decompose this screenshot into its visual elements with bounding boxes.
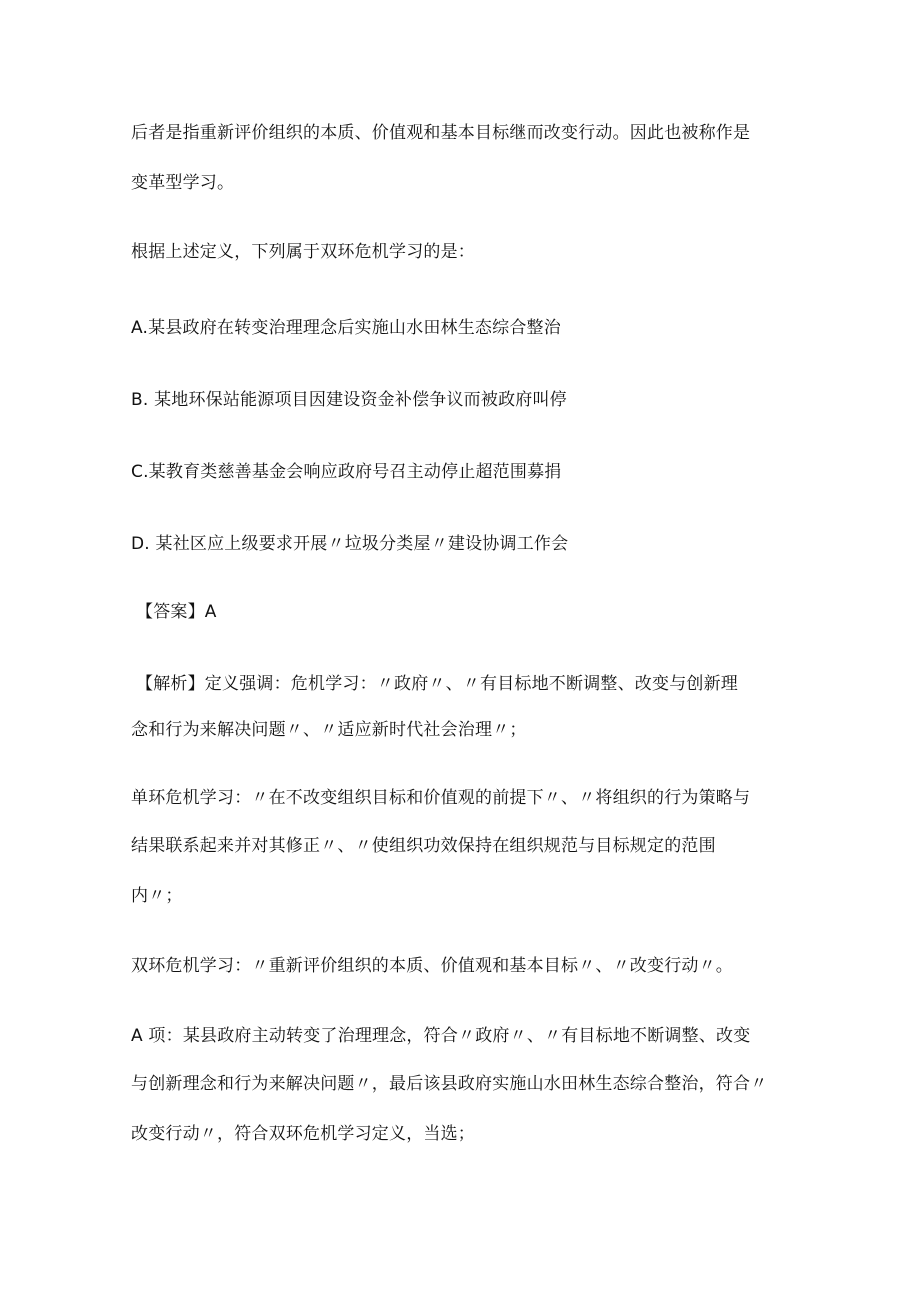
- analysis-line-2: 念和行为来解决问题〃、〃适应新时代社会治理〃；: [131, 720, 527, 740]
- analysis-line-1: 【解析】定义强调：危机学习：〃政府〃、〃有目标地不断调整、改变与创新理: [136, 674, 738, 694]
- intro-line-2: 变革型学习。: [131, 173, 235, 193]
- single-loop-line-2: 结果联系起来并对其修正〃、〃使组织功效保持在组织规范与目标规定的范围: [131, 836, 716, 856]
- option-c: C.某教育类慈善基金会响应政府号召主动停止超范围募捐: [131, 462, 562, 482]
- single-loop-line-1: 单环危机学习：〃在不改变组织目标和价值观的前提下〃、〃将组织的行为策略与: [131, 788, 751, 808]
- single-loop-line-3: 内〃；: [131, 886, 183, 906]
- intro-line-1: 后者是指重新评价组织的本质、价值观和基本目标继而改变行动。因此也被称作是: [131, 123, 751, 143]
- item-a-line-3: 改变行动〃，符合双环危机学习定义，当选；: [131, 1124, 475, 1144]
- option-d: D. 某社区应上级要求开展〃垃圾分类屋〃建设协调工作会: [131, 534, 569, 554]
- option-b: B. 某地环保站能源项目因建设资金补偿争议而被政府叫停: [131, 390, 567, 410]
- question-text: 根据上述定义，下列属于双环危机学习的是：: [131, 242, 475, 262]
- option-a: A.某县政府在转变治理理念后实施山水田林生态综合整治: [131, 318, 561, 338]
- item-a-line-1: A 项：某县政府主动转变了治理理念，符合〃政府〃、〃有目标地不断调整、改变: [131, 1026, 751, 1046]
- double-loop-line: 双环危机学习：〃重新评价组织的本质、价值观和基本目标〃、〃改变行动〃。: [131, 956, 733, 976]
- answer-label: 【答案】A: [136, 602, 217, 622]
- item-a-line-2: 与创新理念和行为来解决问题〃，最后该县政府实施山水田林生态综合整治，符合〃: [131, 1074, 768, 1094]
